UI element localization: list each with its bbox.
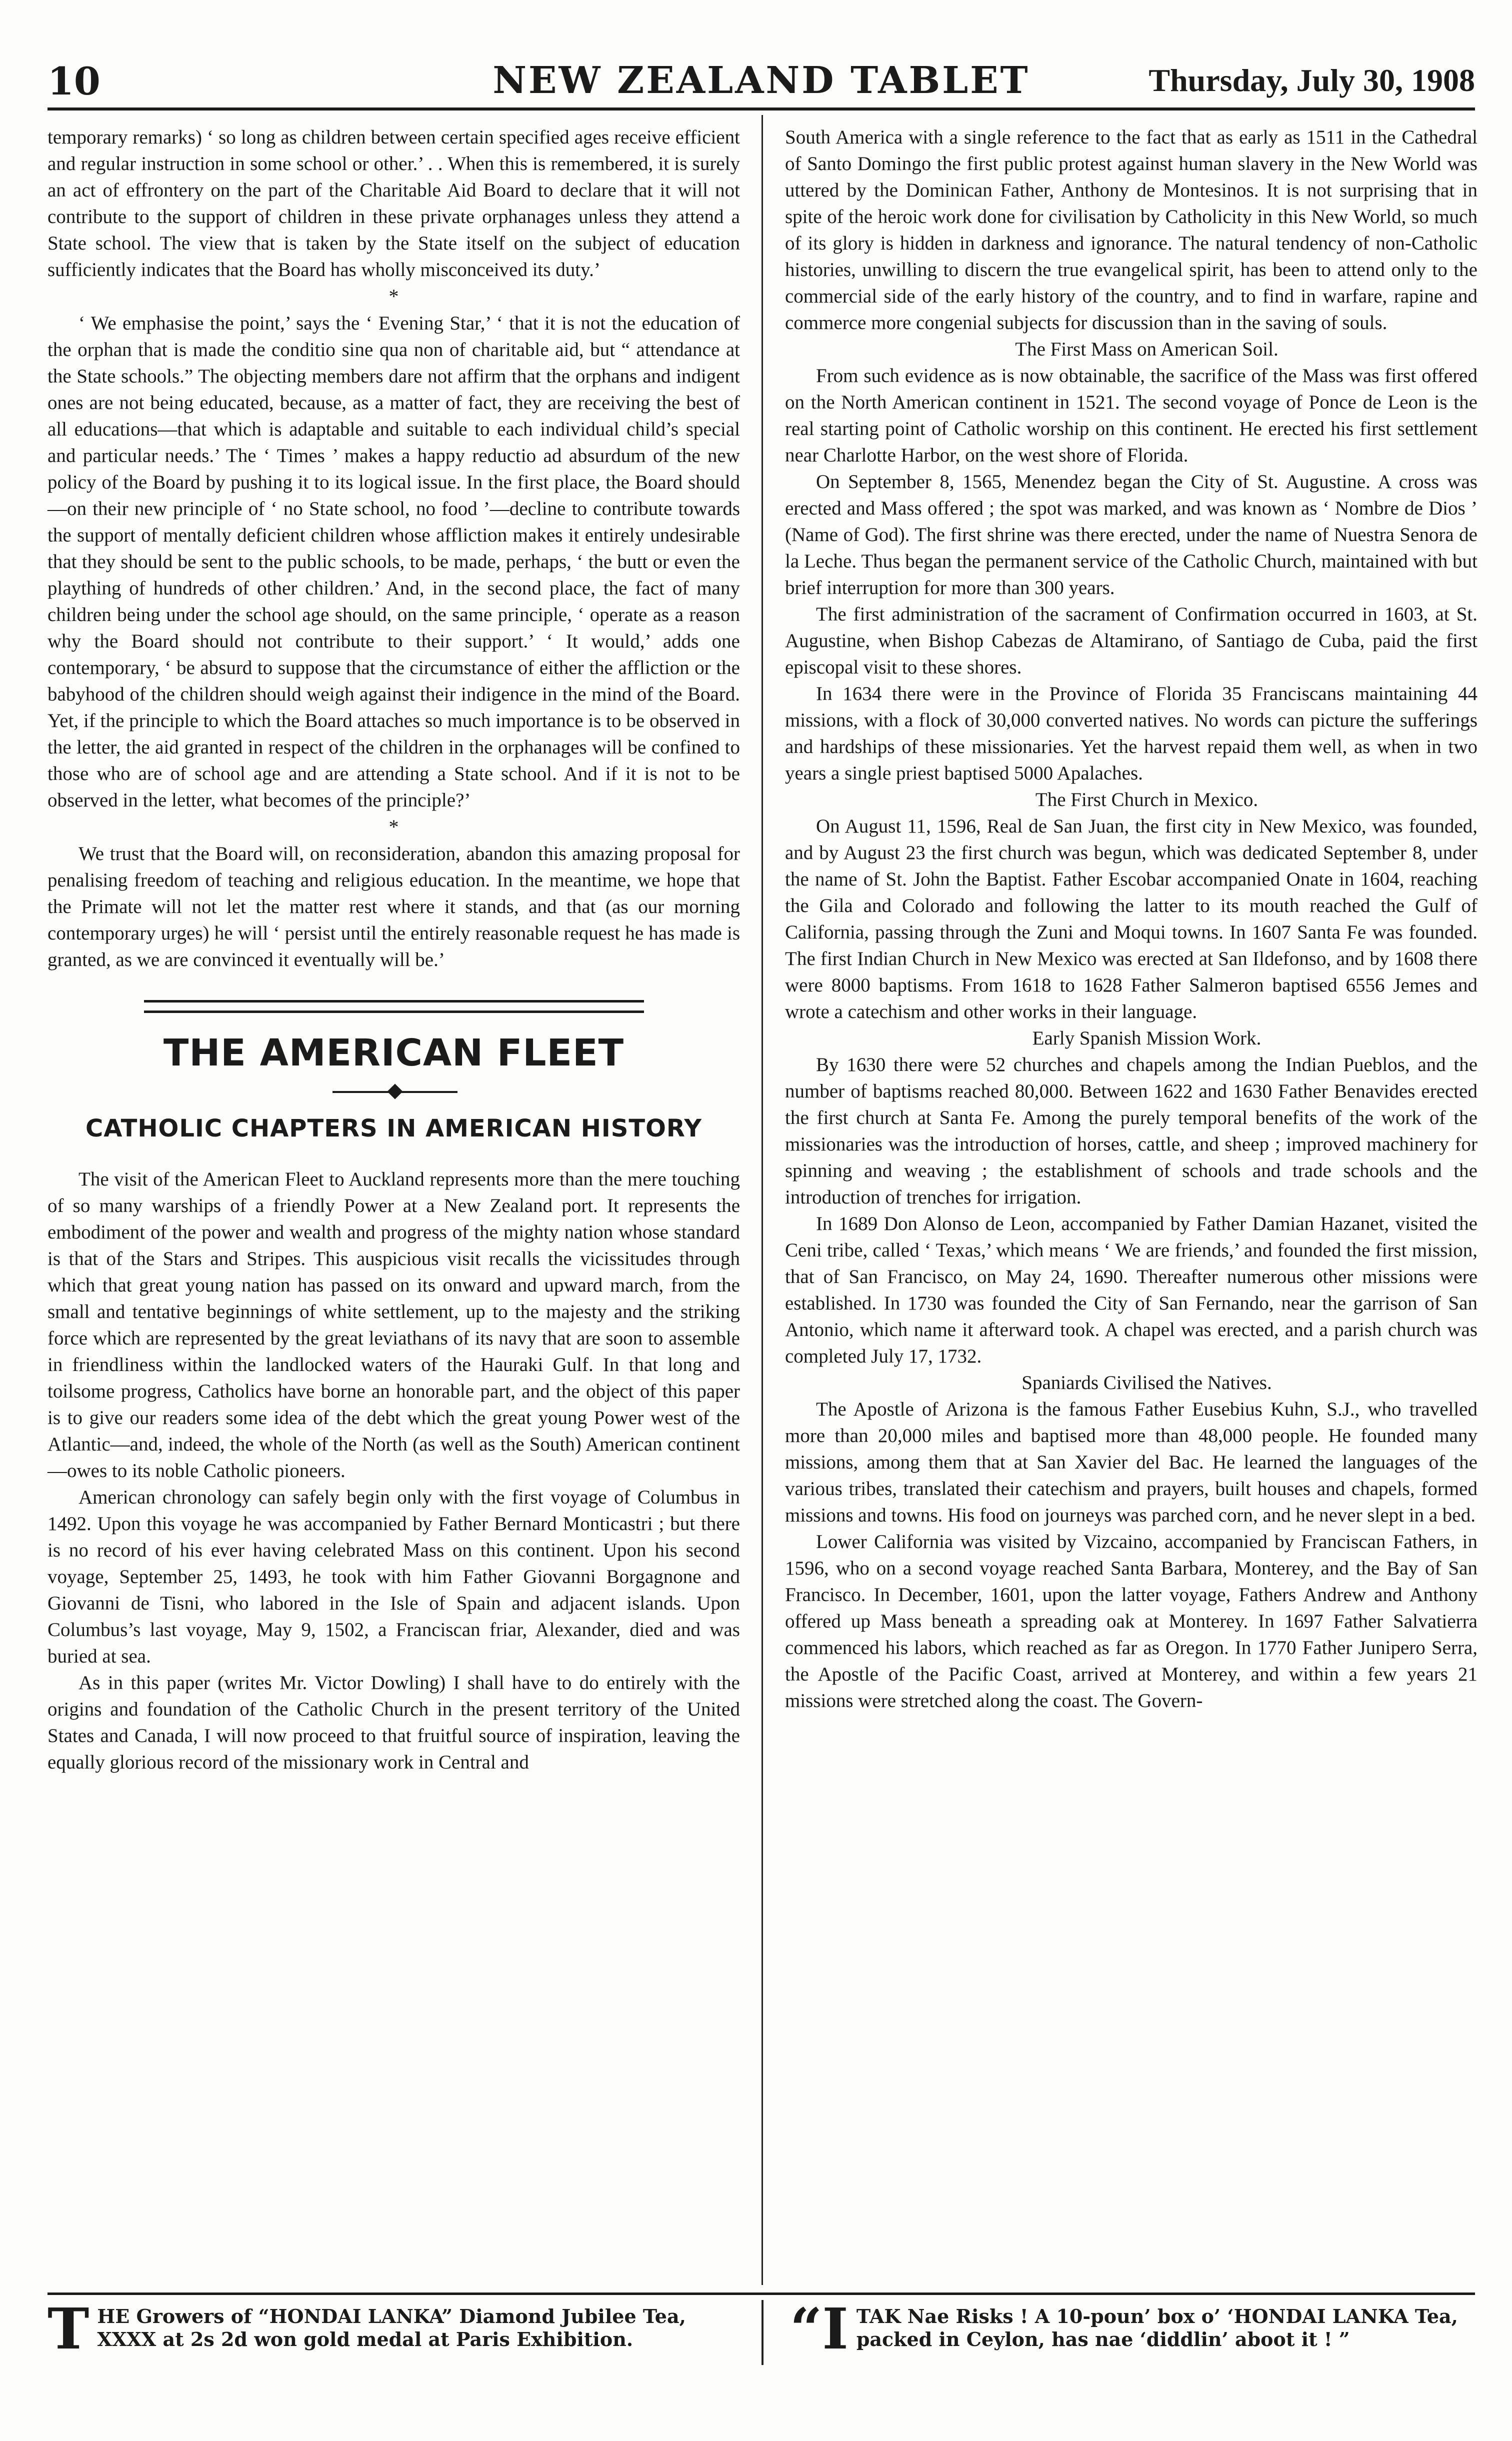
section-star: * bbox=[388, 816, 399, 838]
page-number: 10 bbox=[48, 59, 100, 104]
section-heading: Early Spanish Mission Work. bbox=[1032, 1028, 1262, 1049]
paragraph: In 1689 Don Alonso de Leon, accompanied by Father Damian Hazanet, visited the Ceni tribe, called ‘ Texas,’ which means ‘ We are friends,’ and founded the first mission, that of San Francisco, on May 24, 1690. Thereafter numerous other missions were established. In 1730 was founded the City of San Fernando, near the garrison of San Antonio, which name it afterward took. A chapel was erected, and a parish church was completed July 17, 1732. bbox=[785, 1213, 1478, 1367]
paragraph: South America with a single reference to the fact that as early as 1511 in the Cathedral of Santo Domingo the first public protest against human slavery in the New World was uttered by the Dominican Father, Anthony de Montesinos. It is not surprising that in spite of the heroic work done for civilisation by Catholicity in this New World, so much of its glory is hidden in darkness and ignorance. The natural tendency of non-Catholic histories, unwilling to discern the true evangelical spirit, has been to attend only to the commercial side of the early history of the country, and to find in warfare, rapine and commerce more congenial subjects for discussion than in the saving of souls. bbox=[785, 126, 1478, 334]
diamond-icon bbox=[387, 1084, 402, 1099]
masthead-title: NEW ZEALAND TABLET bbox=[492, 59, 1030, 102]
paragraph: From such evidence as is now obtainable, the sacrifice of the Mass was first offered on the North American continent in 1521. The second voyage of Ponce de Leon is the real starting point of Catholic worship on this continent. He erected his first settlement near Charlotte Harbor, on the west shore of Florida. bbox=[785, 365, 1478, 466]
paragraph: temporary remarks) ‘ so long as children between certain specified ages receive efficient and regular instruction in some school or other.’ . . When this is remembered, it is surely an act of effrontery on the part of the Charitable Aid Board to declare that it will not contribute to the support of children in these private orphanages unless they attend a State school. The view that is taken by the State itself on the subject of education sufficiently indicates that the Board has wholly misconceived its duty.’ bbox=[48, 126, 740, 280]
page-header bbox=[48, 59, 1475, 104]
header-rule bbox=[48, 108, 1475, 110]
paragraph: As in this paper (writes Mr. Victor Dowling) I shall have to do entirely with the origins and foundation of the Catholic Church in the present territory of the United States and Canada, I will now proceed to that fruitful source of inspiration, leaving the equally glorious record of the missionary work in Central and bbox=[48, 1672, 740, 1773]
advertisement-left bbox=[48, 2296, 740, 2362]
section-heading: The First Church in Mexico. bbox=[1035, 789, 1258, 810]
ad-text: HE Growers of “HONDAI LANKA” Diamond Jubilee Tea, XXXX at 2s 2d won gold medal at Paris Exhibition. bbox=[97, 2305, 686, 2350]
issue-date: Thursday, July 30, 1908 bbox=[1148, 62, 1475, 98]
paragraph: On September 8, 1565, Menendez began the City of St. Augustine. A cross was erected and Mass offered ; the spot was marked, and was known as ‘ Nombre de Dios ’ (Name of God). The first shrine was there erected, under the name of Nuestra Senora de la Leche. Thus began the permanent service of the Catholic Church, maintained with but brief interruption for more than 300 years. bbox=[785, 471, 1478, 598]
article-title: THE AMERICAN FLEET bbox=[163, 1032, 624, 1074]
title-ornament bbox=[48, 1082, 740, 1102]
drop-cap: “I bbox=[790, 2296, 848, 2362]
section-star: * bbox=[388, 285, 399, 308]
paragraph: American chronology can safely begin only with the first voyage of Columbus in 1492. Upon this voyage he was accompanied by Father Bernard Monticastri ; but there is no record of his ever having celebrated Mass on this continent. Upon his second voyage, September 25, 1493, he took with him Father Giovanni Borgagnone and Giovanni de Tisni, who labored in the Isle of Spain and adjacent islands. Upon Columbus’s last voyage, May 9, 1502, a Franciscan friar, Alexander, died and was buried at sea. bbox=[48, 1486, 740, 1667]
section-heading: Spaniards Civilised the Natives. bbox=[1022, 1372, 1272, 1394]
ad-divider bbox=[762, 2300, 764, 2365]
advertisement-right bbox=[790, 2296, 1475, 2362]
ad-text: TAK Nae Risks ! A 10-poun’ box o’ ‘HONDAI LANKA Tea, packed in Ceylon, has nae ‘diddlin’ aboot it ! ” bbox=[856, 2305, 1458, 2350]
paragraph: The Apostle of Arizona is the famous Father Eusebius Kuhn, S.J., who travelled more than 20,000 miles and baptised more than 48,000 people. He founded many missions, among them that at San Xavier del Bac. He learned the languages of the various tribes, translated their catechism and prayers, built houses and chapels, formed missions and towns. His food on journeys was parched corn, and he never slept in a bed. bbox=[785, 1398, 1478, 1526]
drop-cap: T bbox=[48, 2296, 90, 2362]
section-heading: The First Mass on American Soil. bbox=[1015, 338, 1278, 360]
paragraph: The visit of the American Fleet to Auckland represents more than the mere touching of so many warships of a friendly Power at a New Zealand port. It represents the embodiment of the power and wealth and progress of the mighty nation whose standard is that of the Stars and Stripes. This auspicious visit recalls the vicissitudes through which that great young nation has passed on its onward and upward march, from the small and tentative beginnings of white settlement, up to the majesty and the striking force which are represented by the great leviathans of its navy that are soon to assemble in friendliness within the landlocked waters of the Hauraki Gulf. In that long and toilsome progress, Catholics have borne an honorable part, and the object of this paper is to give our readers some idea of the debt which the great young Power west of the Atlantic—and, indeed, the whole of the North (as well as the South) American continent—owes to its noble Catholic pioneers. bbox=[48, 1168, 740, 1482]
paragraph: By 1630 there were 52 churches and chapels among the Indian Pueblos, and the number of baptisms reached 80,000. Between 1622 and 1630 Father Benavides erected the first church at Santa Fe. Among the purely temporal benefits of the work of the missionaries was the introduction of horses, cattle, and sheep ; improved machinery for spinning and weaving ; the establishment of schools and trade schools and the introduction of trenches for irrigation. bbox=[785, 1054, 1478, 1208]
left-column bbox=[48, 124, 740, 2269]
paragraph: We trust that the Board will, on reconsideration, abandon this amazing proposal for penalising freedom of teaching and religious education. In the meantime, we hope that the Primate will not let the matter rest where it stands, and that (as our morning contemporary urges) he will ‘ persist until the entirely reasonable request he has made is granted, as we are convinced it eventually will be.’ bbox=[48, 843, 740, 970]
article-subtitle: CATHOLIC CHAPTERS IN AMERICAN HISTORY bbox=[85, 1114, 702, 1142]
paragraph: In 1634 there were in the Province of Florida 35 Franciscans maintaining 44 missions, with a flock of 30,000 converted natives. No words can picture the sufferings and hardships of these missionaries. Yet the harvest repaid them well, as when in two years a single priest baptised 5000 Apalaches. bbox=[785, 683, 1478, 784]
paragraph: On August 11, 1596, Real de San Juan, the first city in New Mexico, was founded, and by August 23 the first church was begun, which was dedicated September 8, under the name of St. John the Baptist. Father Escobar accompanied Onate in 1604, reaching the Gila and Colorado and following the latter to its mouth reached the Gulf of California, passing through the Zuni and Moqui towns. In 1607 Santa Fe was founded. The first Indian Church in New Mexico was erected at San Ildefonso, and by 1608 there were 8000 baptisms. From 1618 to 1628 Father Salmeron baptised 6556 Jemes and wrote a catechism and other works in their language. bbox=[785, 816, 1478, 1022]
paragraph: Lower California was visited by Vizcaino, accompanied by Franciscan Fathers, in 1596, who on a second voyage reached Santa Barbara, Monterey, and the Bay of San Francisco. In December, 1601, upon the latter voyage, Fathers Andrew and Anthony offered up Mass beneath a spreading oak at Monterey. In 1697 Father Salvatierra commenced his labors, which reached as far as Oregon. In 1770 Father Junipero Serra, the Apostle of the Pacific Coast, arrived at Monterey, and within a few years 21 missions were stretched along the coast. The Govern- bbox=[785, 1531, 1478, 1712]
paragraph: The first administration of the sacrament of Confirmation occurred in 1603, at St. Augustine, when Bishop Cabezas de Altamirano, of Santiago de Cuba, paid the first episcopal visit to these shores. bbox=[785, 604, 1478, 678]
section-divider-rule bbox=[144, 1000, 644, 1013]
column-divider bbox=[762, 115, 763, 2285]
paragraph: ‘ We emphasise the point,’ says the ‘ Evening Star,’ ‘ that it is not the education of the orphan that is made the conditio sine qua non of charitable aid, but “ attendance at the State schools.” The objecting members dare not affirm that the orphans and indigent ones are not being educated, because, as a matter of fact, they are receiving the best of all educations—that which is adaptable and suitable to each individual child’s special and particular needs.’ The ‘ Times ’ makes a happy reductio ad absurdum of the new policy of the Board by pushing it to its logical issue. In the first place, the Board should—on their new principle of ‘ no State school, no food ’—decline to contribute towards the support of mentally deficient children whose affliction makes it entirely undesirable that they should be sent to the public schools, to be made, perhaps, ‘ the butt or even the plaything of hundreds of other children.’ And, in the second place, the fact of many children being under the school age should, on the same principle, ‘ operate as a reason why the Board should not contribute to their support.’ ‘ It would,’ adds one contemporary, ‘ be absurd to suppose that the circumstance of either the affliction or the babyhood of the children should weigh against their indigence in the mind of the Board. Yet, if the principle to which the Board attaches so much importance is to be observed in the letter, the aid granted in respect of the children in the orphanages will be confined to those who are of school age and are attending a State school. And if it is not to be observed in the letter, what becomes of the principle?’ bbox=[48, 312, 740, 811]
footer-rule bbox=[48, 2292, 1475, 2295]
right-column bbox=[785, 124, 1478, 2269]
